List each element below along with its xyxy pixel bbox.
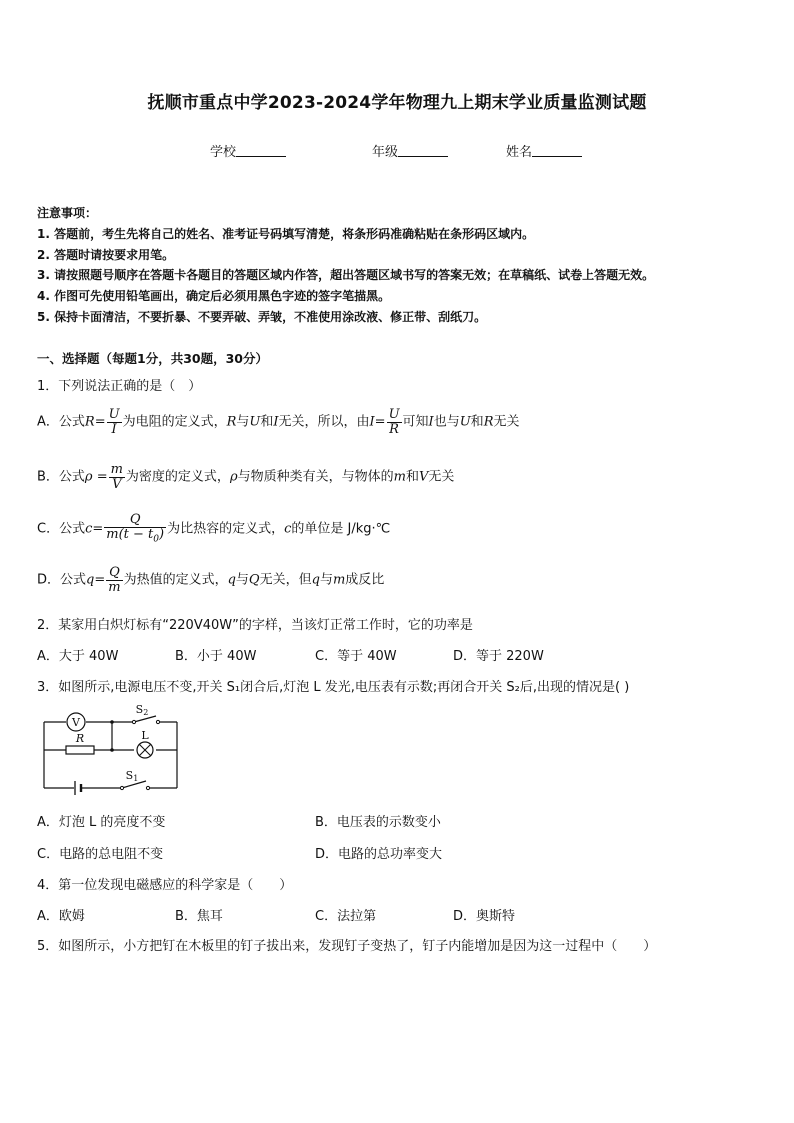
- school-label: 学校: [210, 145, 237, 160]
- q1-option-a: A．公式R= $\frac{U}{I}$ 为电阻的定义式，R与U和I无关，所以，由I= $\frac{U}{R}$ 可知I也与U和R无关: [37, 407, 520, 437]
- q2-option-d: D．等于 220W: [453, 649, 544, 664]
- q3-option-c: C．电路的总电阻不变: [37, 847, 164, 862]
- note-item-2: 2. 答题时请按要求用笔。: [37, 248, 175, 262]
- lamp-label: L: [141, 729, 149, 742]
- fraction-q-over-mdt: $\frac{Q}{m(t - t_0)}$: [106, 512, 165, 545]
- switch-s2-label: S2: [135, 703, 149, 717]
- fraction-q-over-m: $\frac{Q}{m}$: [108, 565, 121, 595]
- name-field: [506, 141, 582, 160]
- q1-stem: 1．下列说法正确的是（ ）: [37, 379, 202, 394]
- q4-option-d: D．奥斯特: [453, 909, 516, 924]
- grade-field: [372, 141, 448, 160]
- note-item-3: 3. 请按照题号顺序在答题卡各题目的答题区域内作答，超出答题区域书写的答案无效；在草稿纸、试卷上答题无效。: [37, 268, 655, 282]
- name-label: 姓名: [506, 145, 533, 160]
- q4-option-c: C．法拉第: [315, 909, 377, 924]
- circuit-diagram: [38, 702, 184, 798]
- q3-option-a: A．灯泡 L 的亮度不变: [37, 815, 166, 830]
- q2-option-c: C．等于 40W: [315, 649, 397, 664]
- q5-stem: 5．如图所示，小方把钉在木板里的钉子拔出来，发现钉子变热了，钉子内能增加是因为这一过程中（ ）: [37, 939, 657, 954]
- q2-option-b: B．小于 40W: [175, 649, 257, 664]
- q4-option-b: B．焦耳: [175, 909, 223, 924]
- q3-stem: 3．如图所示,电源电压不变,开关 S₁闭合后,灯泡 L 发光,电压表有示数;再闭合开关 S₂后,出现的情况是( ): [37, 680, 630, 695]
- section-heading: 一、选择题（每题1分，共30题，30分）: [37, 351, 268, 366]
- voltmeter-label: V: [72, 716, 80, 729]
- resistor-label: R: [75, 732, 85, 745]
- fraction-u-over-r: $\frac{U}{R}$: [388, 407, 400, 437]
- q1-option-b: B．公式ρ = $\frac{m}{V}$ 为密度的定义式，ρ与物质种类有关，与物体的m和V无关: [37, 462, 455, 492]
- resistor-icon: [66, 746, 94, 754]
- q3-option-d: D．电路的总功率变大: [315, 847, 443, 862]
- note-item-4: 4. 作图可先使用铅笔画出，确定后必须用黑色字迹的签字笔描黑。: [37, 289, 391, 303]
- q2-option-a: A．大于 40W: [37, 649, 119, 664]
- grade-blank: [398, 144, 448, 157]
- notes-heading: 注意事项：: [37, 206, 98, 220]
- fraction-m-over-v: $\frac{m}{V}$: [110, 462, 123, 492]
- switch-s1-label: S1: [125, 769, 139, 783]
- fraction-u-over-i: $\frac{U}{I}$: [108, 407, 120, 437]
- name-blank: [532, 144, 582, 157]
- q1-option-c: C．公式c= $\frac{Q}{m(t - t_0)}$ 为比热容的定义式，c的单位是 J/kg·℃: [37, 512, 391, 545]
- school-field: [210, 141, 286, 160]
- school-blank: [236, 144, 286, 157]
- q4-option-a: A．欧姆: [37, 909, 85, 924]
- q4-stem: 4．第一位发现电磁感应的科学家是（ ）: [37, 878, 293, 893]
- note-item-5: 5. 保持卡面清洁，不要折暴、不要弄破、弄皱，不准使用涂改液、修正带、刮纸刀。: [37, 310, 487, 324]
- q1-option-d: D．公式q= $\frac{Q}{m}$ 为热值的定义式，q与Q无关，但q与m成反比: [37, 565, 385, 595]
- note-item-1: 1. 答题前，考生先将自己的姓名、准考证号码填写清楚，将条形码准确粘贴在条形码区域内。: [37, 227, 535, 241]
- q2-stem: 2．某家用白炽灯标有“220V40W”的字样，当该灯正常工作时，它的功率是: [37, 618, 473, 633]
- page-title: 抚顺市重点中学2023-2024学年物理九上期末学业质量监测试题: [147, 93, 647, 113]
- grade-label: 年级: [372, 145, 399, 160]
- q3-option-b: B．电压表的示数变小: [315, 815, 441, 830]
